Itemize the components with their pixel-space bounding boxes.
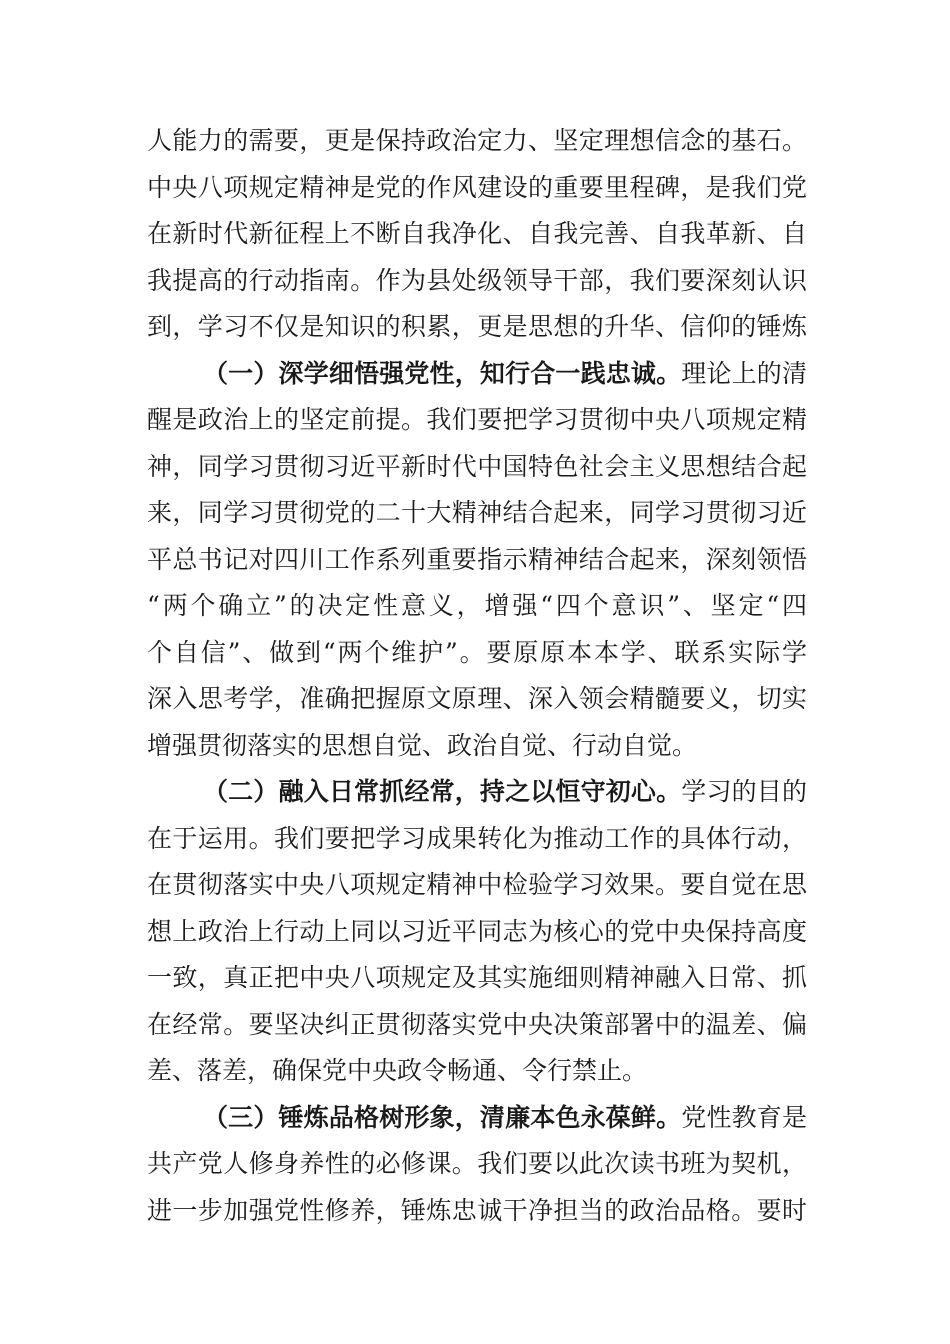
paragraph-section-1 [147, 351, 807, 770]
section-heading: （二）融入日常抓经常，持之以恒守初心。 [203, 777, 682, 806]
text-line: “两个确立”的决定性意义，增强“四个意识”、坚定“四 [147, 591, 807, 620]
text-line: 深入思考学，准确把握原文原理、深入领会精髓要义，切实 [147, 684, 807, 713]
text-line: 人能力的需要，更是保持政治定力、坚定理想信念的基石。 [147, 126, 807, 155]
section-heading: （一）深学细悟强党性，知行合一践忠诚。 [203, 358, 682, 388]
section-first-line [147, 769, 807, 816]
paragraph-intro [147, 118, 807, 351]
text-line: 来，同学习贯彻党的二十大精神结合起来，同学习贯彻习近 [147, 498, 807, 527]
text-line: 共产党人修身养性的必修课。我们要以此次读书班为契机， [147, 1149, 807, 1178]
text-line: 神，同学习贯彻习近平新时代中国特色社会主义思想结合起 [147, 451, 807, 481]
document-page [147, 118, 807, 1234]
section-lead-text: 学习的目的 [681, 777, 807, 806]
section-first-line [147, 1095, 807, 1142]
text-line: 醒是政治上的坚定前提。我们要把学习贯彻中央八项规定精 [147, 405, 807, 434]
text-line: 中央八项规定精神是党的作风建设的重要里程碑，是我们党 [147, 172, 807, 202]
text-line: 进一步加强党性修养，锤炼忠诚干净担当的政治品格。要时 [147, 1195, 807, 1225]
text-line: 在贯彻落实中央八项规定精神中检验学习效果。要自觉在思 [147, 870, 807, 899]
text-line: 增强贯彻落实的思想自觉、政治自觉、行动自觉。 [147, 730, 698, 760]
section-lead-text: 党性教育是 [681, 1102, 807, 1132]
text-line: 一致，真正把中央八项规定及其实施细则精神融入日常、抓 [147, 963, 807, 992]
text-line: 在于运用。我们要把学习成果转化为推动工作的具体行动， [147, 823, 807, 853]
paragraph-section-2 [147, 769, 807, 1095]
section-first-line [147, 351, 807, 398]
text-line: 想上政治上行动上同以习近平同志为核心的党中央保持高度 [147, 916, 807, 946]
text-line: 到，学习不仅是知识的积累，更是思想的升华、信仰的锤炼 [147, 312, 807, 341]
text-line: 个自信”、做到“两个维护”。要原原本本学、联系实际学 [147, 637, 807, 667]
section-heading: （三）锤炼品格树形象，清廉本色永葆鲜。 [203, 1102, 682, 1132]
text-line: 在新时代新征程上不断自我净化、自我完善、自我革新、自 [147, 219, 807, 248]
text-line: 在经常。要坚决纠正贯彻落实党中央决策部署中的温差、偏 [147, 1009, 807, 1039]
text-line: 差、落差，确保党中央政令畅通、令行禁止。 [147, 1056, 648, 1085]
text-line: 我提高的行动指南。作为县处级领导干部，我们要深刻认识 [147, 265, 807, 295]
text-line: 平总书记对四川工作系列重要指示精神结合起来，深刻领悟 [147, 544, 807, 574]
paragraph-section-3 [147, 1095, 807, 1235]
section-lead-text: 理论上的清 [681, 358, 807, 388]
